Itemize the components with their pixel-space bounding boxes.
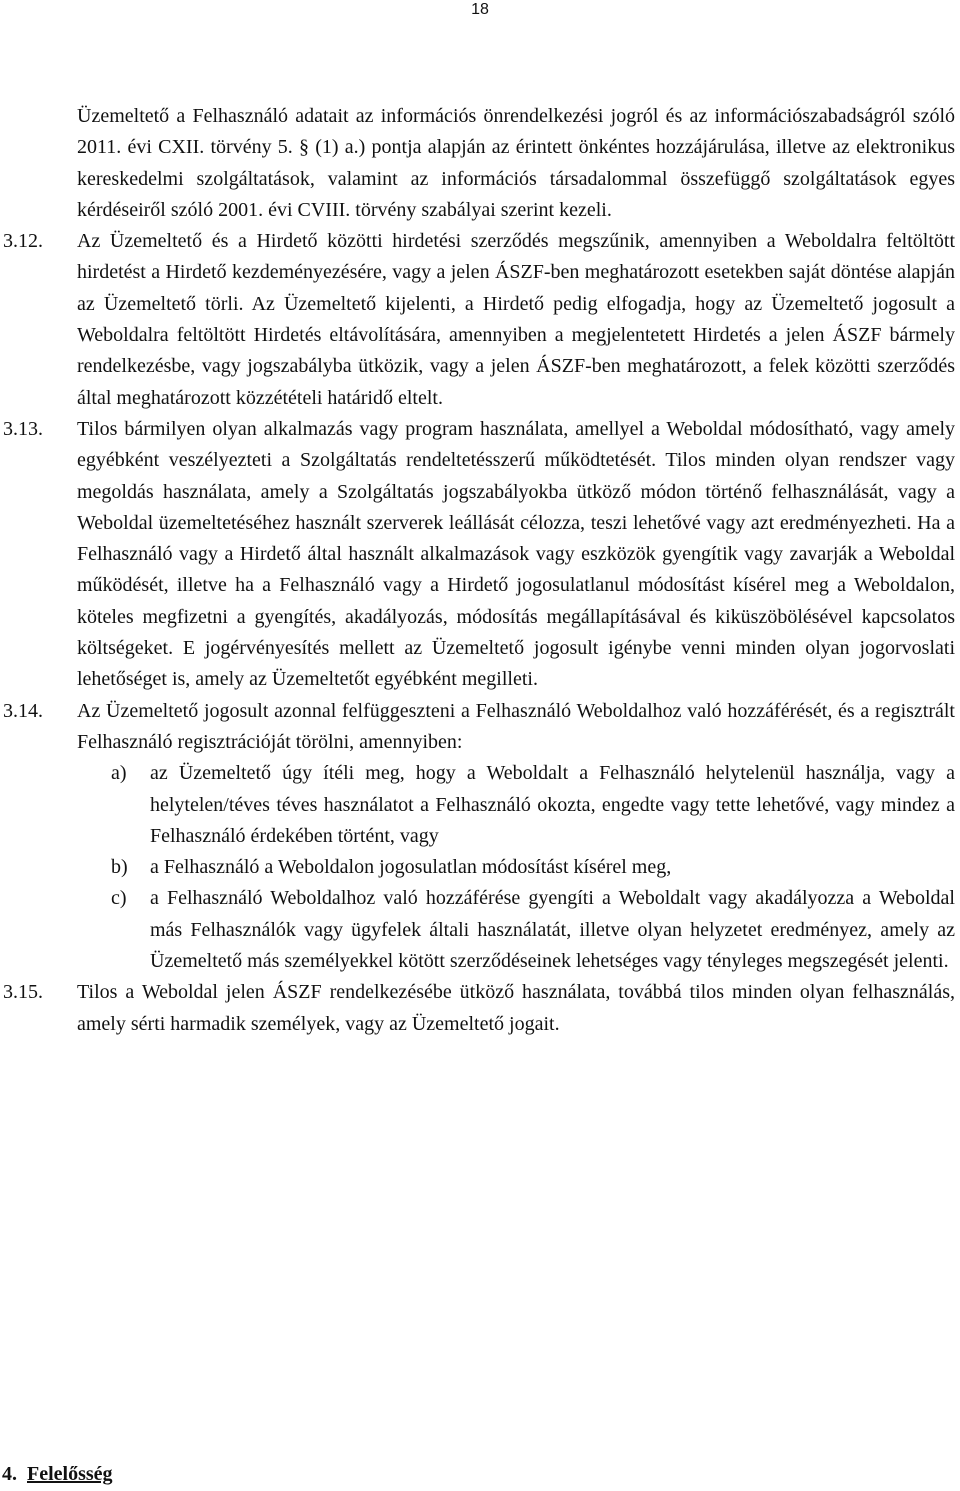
- list-item-text: a Felhasználó a Weboldalon jogosulatlan módosítást kísérel meg,: [150, 856, 672, 879]
- list-item-text: a Felhasználó Weboldalhoz való hozzáférése gyengíti a Weboldalt vagy akadályozza a Weboldal más Felhasználók vagy ügyfelek általi használatát, illetve olyan helyzetet eredményez, amely az Üzemeltető más személyekkel kötött szerződéseinek lehetséges vagy tényleges megszegését jelenti.: [150, 887, 955, 973]
- list-item-a: [77, 758, 955, 852]
- list-item-letter: a): [111, 762, 127, 785]
- page-number: 18: [471, 1, 489, 18]
- clause-number: 3.14.: [3, 699, 43, 722]
- document-body: [3, 101, 955, 1040]
- list-item-c: [77, 883, 955, 977]
- clause-text: Tilos a Weboldal jelen ÁSZF rendelkezésébe ütköző használata, továbbá tilos minden olyan felhasználás, amely sérti harmadik személyek, vagy az Üzemeltető jogait.: [77, 981, 955, 1035]
- list-item-letter: b): [111, 856, 128, 879]
- clause-text: Az Üzemeltető jogosult azonnal felfüggeszteni a Felhasználó Weboldalhoz való hozzáférését, és a regisztrált Felhasználó regisztrációját törölni, amennyiben:: [77, 699, 955, 753]
- clause-number: 3.13.: [3, 417, 43, 440]
- list-item-text: az Üzemeltető úgy ítéli meg, hogy a Weboldalt a Felhasználó helytelenül használja, vagy a helytelen/téves téves használatot a Felhasználó okozta, engedte vagy tette lehetővé, vagy mindez a Felhasználó érdekében történt, vagy: [150, 762, 955, 847]
- section-number: 4.: [2, 1463, 17, 1485]
- clause-3-13: [3, 414, 955, 696]
- clause-3-15: [3, 977, 955, 1040]
- clause-text: Tilos bármilyen olyan alkalmazás vagy program használata, amellyel a Weboldal módosítható, vagy amely egyébként veszélyezteti a Szolgáltatás rendeltetésszerű működtetését. Tilos minden olyan rendszer vagy megoldás használata, amely a Szolgáltatás jogszabályokba ütköző módon történő felhasználását, vagy a Weboldal üzemeltetéséhez használt szerverek leállását célozza, teszi lehetővé vagy azt eredményezheti. Ha a Felhasználó vagy a Hirdető által használt alkalmazások vagy eszközök gyengítik vagy zavarják a Weboldal működését, illetve ha a Felhasználó vagy a Hirdető jogosulatlanul módosítást kísérel meg a Weboldalon, köteles megfizetni a gyengítés, akadályozás, módosítás megállapításával és kiküszöbölésével kapcsolatos költségeket. E jogérvényesítés mellett az Üzemeltető jogosult igénybe venni minden olyan jogorvoslati lehetőséget is, amely az Üzemeltetőt egyébként megilleti.: [77, 417, 955, 691]
- clause-3-12: [3, 226, 955, 414]
- clause-number: 3.12.: [3, 230, 43, 253]
- clause-number: 3.15.: [3, 981, 43, 1004]
- list-item-b: [77, 852, 955, 883]
- list-item-letter: c): [111, 887, 127, 910]
- clause-text: Az Üzemeltető és a Hirdető közötti hirdetési szerződés megszűnik, amennyiben a Weboldalra feltöltött hirdetést a Hirdető kezdeményezésére, vagy a jelen ÁSZF-ben meghatározott esetekben saját döntése alapján az Üzemeltető törli. Az Üzemeltető kijelenti, a Hirdető pedig elfogadja, hogy az Üzemeltető jogosult a Weboldalra feltöltött Hirdetés eltávolítására, amennyiben a megjelentetett Hirdetés a jelen ÁSZF bármely rendelkezésbe, vagy jogszabályba ütközik, vagy a jelen ÁSZF-ben meghatározott, a felek közötti szerződés által meghatározott közzétételi határidő eltelt.: [77, 230, 955, 409]
- section-title: Felelősség: [27, 1463, 113, 1485]
- clause-3-14: [3, 696, 955, 978]
- intro-paragraph: Üzemeltető a Felhasználó adatait az információs önrendelkezési jogról és az információszabadságról szóló 2011. évi CXII. törvény 5. § (1) a.) pontja alapján az érintett önkéntes hozzájárulása, illetve az elektronikus kereskedelmi szolgáltatások, valamint az információs társadalommal összefüggő szolgáltatások egyes kérdéseiről szóló 2001. évi CVIII. törvény szabályai szerint kezeli.: [77, 105, 955, 221]
- section-heading: [2, 1460, 113, 1488]
